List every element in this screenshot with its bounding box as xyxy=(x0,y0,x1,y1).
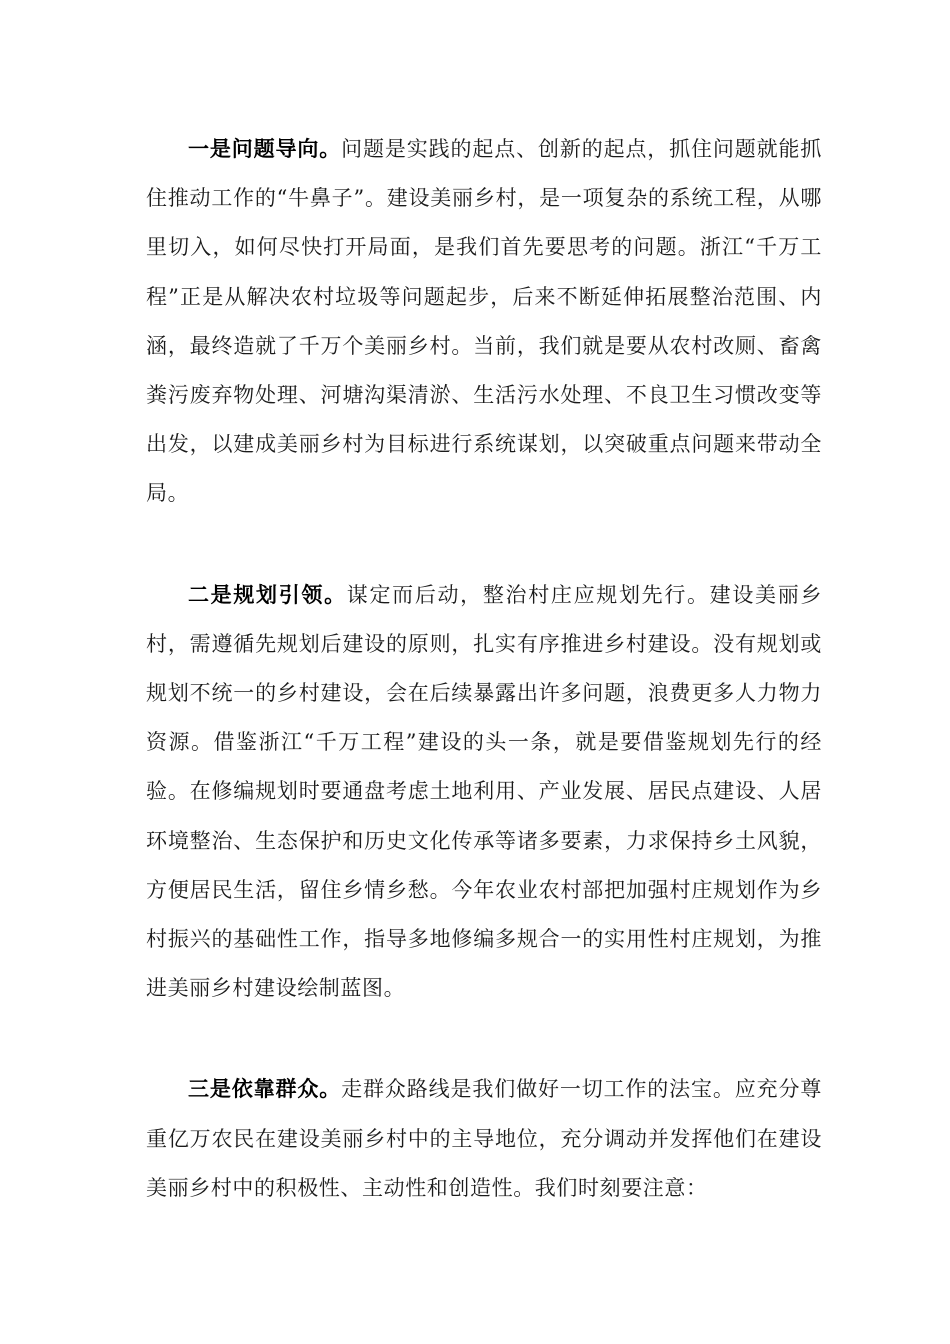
paragraph-text: 走群众路线是我们做好一切工作的法宝。应充分尊重亿万农民在建设美丽乡村中的主导地位，充分调动并发挥他们在建设美丽乡村中的积极性、主动性和创造性。我们时刻要注意： xyxy=(146,1077,823,1200)
paragraph-rely-on-masses xyxy=(146,1065,822,1213)
paragraph-lead: 三是依靠群众。 xyxy=(188,1077,342,1102)
paragraph-lead: 二是规划引领。 xyxy=(188,582,347,607)
paragraph-text: 问题是实践的起点、创新的起点，抓住问题就能抓住推动工作的“牛鼻子”。建设美丽乡村，是一项复杂的系统工程，从哪里切入，如何尽快打开局面，是我们首先要思考的问题。浙江“千万工程”正是从解决农村垃圾等问题起步，后来不断延伸拓展整治范围、内涵，最终造就了千万个美丽乡村。当前，我们就是要从农村改厕、畜禽粪污废弃物处理、河塘沟渠清淤、生活污水处理、不良卫生习惯改变等出发，以建成美丽乡村为目标进行系统谋划，以突破重点问题来带动全局。 xyxy=(146,137,823,506)
paragraph-problem-oriented xyxy=(146,125,822,519)
paragraph-lead: 一是问题导向。 xyxy=(188,137,342,161)
paragraph-text: 谋定而后动，整治村庄应规划先行。建设美丽乡村，需遵循先规划后建设的原则，扎实有序推进乡村建设。没有规划或规划不统一的乡村建设，会在后续暴露出许多问题，浪费更多人力物力资源。借鉴浙江“千万工程”建设的头一条，就是要借鉴规划先行的经验。在修编规划时要通盘考虑土地利用、产业发展、居民点建设、人居环境整治、生态保护和历史文化传承等诸多要素，力求保持乡土风貌，方便居民生活，留住乡情乡愁。今年农业农村部把加强村庄规划作为乡村振兴的基础性工作，指导多地修编多规合一的实用性村庄规划，为推进美丽乡村建设绘制蓝图。 xyxy=(146,582,822,1001)
paragraph-planning-led xyxy=(146,571,822,1014)
document-body xyxy=(146,125,822,1213)
